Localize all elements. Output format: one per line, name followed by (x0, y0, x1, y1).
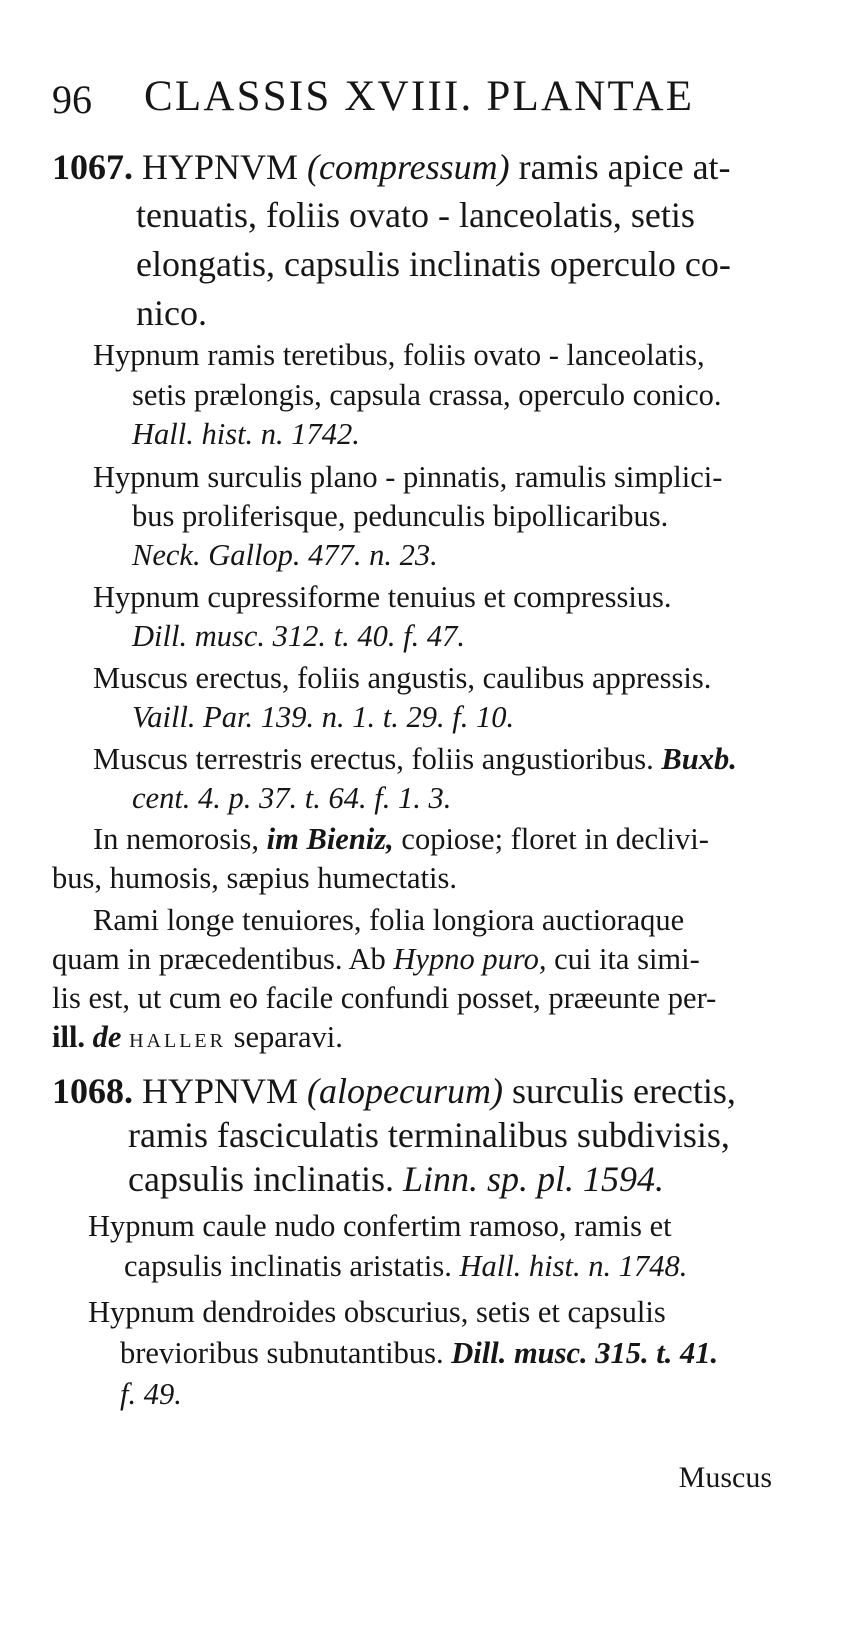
species-epithet: (compressum) (307, 147, 510, 187)
synonym-reference: Vaill. Par. 139. n. 1. t. 29. f. 10. (132, 700, 515, 734)
synonym-line: Hypnum cupressiforme tenuius et compressius. (93, 580, 672, 614)
genus-name: HYPNVM (142, 147, 299, 187)
page-number: 96 (52, 77, 92, 122)
page-header (52, 72, 712, 132)
synonym-line: bus proliferisque, pedunculis bipollicaribus. (132, 499, 669, 533)
species-epithet: (alopecurum) (307, 1071, 503, 1111)
synonym-line: Hypnum surculis plano - pinnatis, ramulis simplici- (93, 460, 723, 494)
note-line: Rami longe tenuiores, folia longiora auctioraque (93, 903, 685, 937)
synonym-line: brevioribus subnutantibus. Dill. musc. 315. t. 41. (120, 1336, 719, 1370)
entry-1067-line-4: nico. (136, 293, 207, 333)
synonym-line: Hypnum dendroides obscurius, setis et capsulis (88, 1295, 666, 1329)
entry-1068-line-2: ramis fasciculatis terminalibus subdivisis, (128, 1115, 730, 1155)
diagnosis-text: surculis erectis, (511, 1071, 736, 1111)
running-title: CLASSIS XVIII. PLANTAE (144, 73, 695, 120)
synonym-line: setis prælongis, capsula crassa, operculo conico. (132, 378, 722, 412)
entry-number: 1068. (52, 1071, 133, 1111)
genus-name: HYPNVM (142, 1071, 299, 1111)
entry-1067-line-1 (52, 146, 731, 188)
entry-1067-line-2: tenuatis, foliis ovato - lanceolatis, setis (136, 195, 695, 235)
entry-1068-line-3: capsulis inclinatis. Linn. sp. pl. 1594. (128, 1159, 665, 1199)
synonym-line: Muscus terrestris erectus, foliis angustioribus. Buxb. (93, 742, 737, 776)
synonym-reference: Hall. hist. n. 1742. (132, 417, 360, 451)
synonym-line: Muscus erectus, foliis angustis, caulibus appressis. (93, 661, 712, 695)
note-line: quam in præcedentibus. Ab Hypno puro, cui ita simi- (52, 942, 700, 976)
entry-number: 1067. (52, 147, 133, 187)
note-line: lis est, ut cum eo facile confundi posset, præeunte per- (52, 981, 717, 1015)
synonym-line: Hypnum caule nudo confertim ramoso, ramis et (88, 1209, 672, 1243)
synonym-line: Hypnum ramis teretibus, foliis ovato - lanceolatis, (93, 338, 705, 372)
habitat-line: In nemorosis, im Bieniz, copiose; floret in declivi- (93, 822, 709, 856)
synonym-reference: Dill. musc. 312. t. 40. f. 47. (132, 619, 465, 653)
entry-1068-line-1 (52, 1070, 736, 1112)
entry-1067-line-3: elongatis, capsulis inclinatis operculo co- (136, 244, 731, 284)
habitat-line: bus, humosis, sæpius humectatis. (52, 861, 457, 895)
synonym-line: capsulis inclinatis aristatis. Hall. hist. n. 1748. (124, 1249, 688, 1283)
synonym-reference: cent. 4. p. 37. t. 64. f. 1. 3. (132, 781, 452, 815)
diagnosis-text: ramis apice at- (518, 147, 731, 187)
synonym-reference: f. 49. (120, 1377, 182, 1411)
synonym-reference: Neck. Gallop. 477. n. 23. (132, 538, 438, 572)
note-line: ill. de HALLER separavi. (52, 1020, 343, 1054)
catchword: Muscus (678, 1461, 772, 1494)
